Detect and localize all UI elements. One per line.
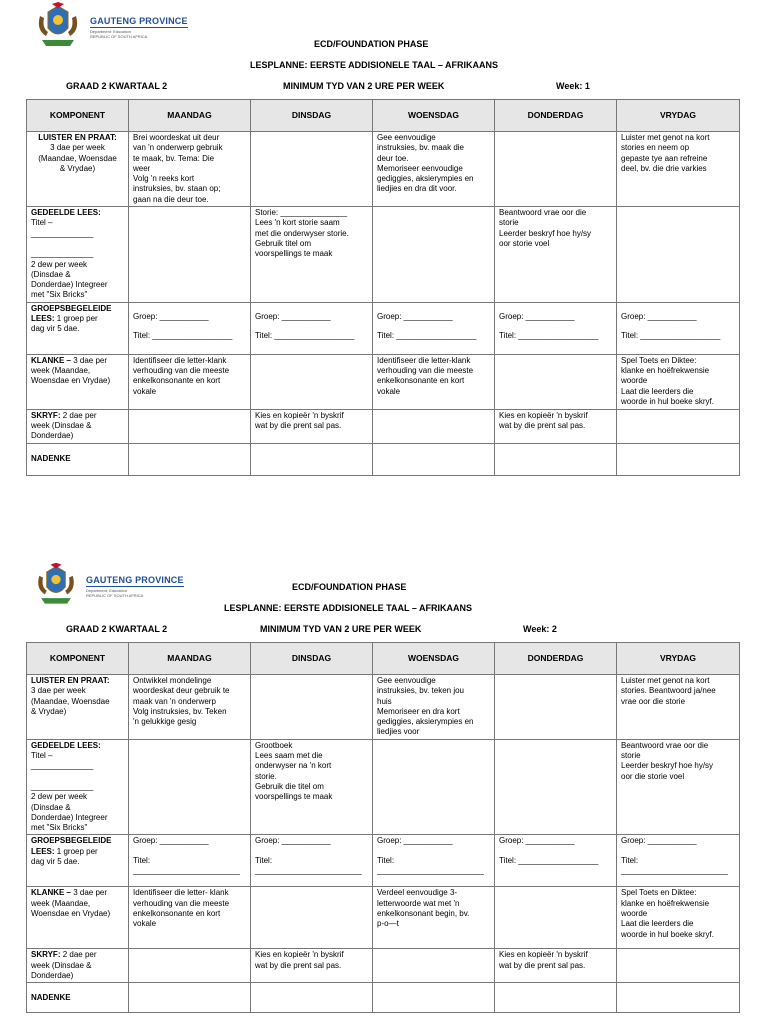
plan-title: LESPLANNE: EERSTE ADDISIONELE TAAL – AFRIKAANS [224, 603, 473, 613]
minimum-time: MINIMUM TYD VAN 2 URE PER WEEK [260, 624, 422, 634]
col-header-donderdag: DONDERDAG [495, 100, 617, 132]
col-header-komponent: KOMPONENT [27, 100, 129, 132]
cell-woensdag: Gee eenvoudige instruksies, bv. maak die deur toe. Memoriseer eenvoudige gediggies, aksierympies en liedjies en dra dit voor. [373, 132, 495, 207]
cell-woensdag: Gee eenvoudige instruksies, bv. teken jou huis Memoriseer en dra kort gediggies, aksierympies en liedjies voor [373, 675, 495, 740]
cell-dinsdag [251, 675, 373, 740]
cell-dinsdag: Kies en kopieër 'n byskrif wat by die prent sal pas. [251, 949, 373, 983]
cell-dinsdag: Storie: _______________ Lees 'n kort storie saam met die onderwyser storie. Gebruik titel om voorspellings te maak [251, 207, 373, 303]
cell-dinsdag [251, 354, 373, 409]
cell-maandag: Brei woordeskat uit deur van 'n onderwerp gebruik te maak, bv. Tema: Die weer Volg 'n reeks kort instruksies, bv. staan op; gaan na die deur toe. [129, 132, 251, 207]
cell-maandag [129, 409, 251, 443]
row-label: NADENKE [27, 443, 129, 475]
col-header-komponent: KOMPONENT [27, 643, 129, 675]
row-label: SKRYF: 2 dae per week (Dinsdae & Donderdae) [27, 409, 129, 443]
week-number: Week: 1 [556, 81, 590, 91]
gauteng-logo [30, 2, 188, 52]
cell-dinsdag [251, 887, 373, 949]
row-gedeelde-lees [27, 739, 740, 835]
col-header-donderdag: DONDERDAG [495, 643, 617, 675]
logo-title: GAUTENG PROVINCE [86, 574, 184, 585]
logo-country: REPUBLIC OF SOUTH AFRICA [86, 592, 144, 598]
cell-donderdag [495, 675, 617, 740]
cell-donderdag: Beantwoord vrae oor die storie Leerder beskryf hoe hy/sy oor storie voel [495, 207, 617, 303]
row-label: LUISTER EN PRAAT: 3 dae per week (Maandae, Woensdae & Vrydae) [27, 132, 129, 207]
row-label: SKRYF: 2 dae per week (Dinsdae & Donderdae) [27, 949, 129, 983]
coat-of-arms-icon [30, 560, 82, 612]
cell-maandag: Identifiseer die letter-klank verhouding van die meeste enkelkonsonante en kort vokale [129, 354, 251, 409]
cell-maandag [129, 443, 251, 475]
gauteng-logo [30, 560, 184, 612]
cell-donderdag [495, 887, 617, 949]
cell-woensdag: Groep: ___________ Titel: __________________ [373, 302, 495, 354]
cell-donderdag [495, 443, 617, 475]
week-number: Week: 2 [523, 624, 557, 634]
cell-maandag: Groep: ___________ Titel: __________________ [129, 302, 251, 354]
row-nadenke [27, 983, 740, 1013]
logo-title: GAUTENG PROVINCE [90, 15, 188, 26]
cell-donderdag: Groep: ___________ Titel: __________________ [495, 302, 617, 354]
col-header-dinsdag: DINSDAG [251, 100, 373, 132]
plan-title: LESPLANNE: EERSTE ADDISIONELE TAAL – AFRIKAANS [250, 60, 499, 70]
cell-vrydag: Luister met genot na kort stories. Beantwoord ja/nee vrae oor die storie [617, 675, 740, 740]
row-label: KLANKE – 3 dae per week (Maandae, Woensdae en Vrydae) [27, 887, 129, 949]
cell-woensdag [373, 443, 495, 475]
cell-woensdag [373, 983, 495, 1013]
cell-vrydag: Luister met genot na kort stories en neem op gepaste tye aan refreine deel, bv. die drie varkies [617, 132, 740, 207]
cell-maandag [129, 207, 251, 303]
cell-donderdag [495, 354, 617, 409]
cell-dinsdag [251, 983, 373, 1013]
row-luister-en-praat [27, 675, 740, 740]
cell-vrydag [617, 443, 740, 475]
cell-woensdag: Identifiseer die letter-klank verhouding van die meeste enkelkonsonante en kort vokale [373, 354, 495, 409]
row-label: LUISTER EN PRAAT: 3 dae per week (Maandae, Woensdae & Vrydae) [27, 675, 129, 740]
cell-vrydag: Beantwoord vrae oor die storie Leerder beskryf hoe hy/sy oor die storie voel [617, 739, 740, 835]
cell-dinsdag [251, 443, 373, 475]
cell-vrydag: Groep: ___________ Titel: ________________________ [617, 835, 740, 887]
cell-maandag [129, 983, 251, 1013]
row-label: GROEPSBEGELEIDE LEES: 1 groep per dag vir 5 dae. [27, 835, 129, 887]
cell-vrydag [617, 949, 740, 983]
row-skryf [27, 949, 740, 983]
cell-woensdag: Verdeel eenvoudige 3- letterwoorde wat met 'n enkelkonsonant begin, bv. p-o—t [373, 887, 495, 949]
cell-woensdag: Groep: ___________ Titel: ________________________ [373, 835, 495, 887]
row-groepsbegeleide-lees [27, 835, 740, 887]
cell-dinsdag: Groep: ___________ Titel: __________________ [251, 302, 373, 354]
col-header-vrydag: VRYDAG [617, 100, 740, 132]
col-header-woensdag: WOENSDAG [373, 643, 495, 675]
phase-heading: ECD/FOUNDATION PHASE [314, 39, 429, 49]
cell-vrydag [617, 409, 740, 443]
cell-vrydag: Spel Toets en Diktee: klanke en hoëfrekwensie woorde Laat die leerders die woorde in hul boeke skryf. [617, 354, 740, 409]
row-label: KLANKE – 3 dae per week (Maandae, Woensdae en Vrydae) [27, 354, 129, 409]
col-header-vrydag: VRYDAG [617, 643, 740, 675]
cell-maandag [129, 739, 251, 835]
cell-vrydag [617, 983, 740, 1013]
logo-dept: Department: Education [86, 587, 127, 593]
row-nadenke [27, 443, 740, 475]
row-luister-en-praat [27, 132, 740, 207]
grade-term: GRAAD 2 KWARTAAL 2 [66, 624, 168, 634]
cell-woensdag [373, 409, 495, 443]
cell-vrydag: Spel Toets en Diktee: klanke en hoëfrekwensie woorde Laat die leerders die woorde in hul boeke skryf. [617, 887, 740, 949]
row-label: GEDEELDE LEES: Titel – ______________ ______________ 2 dew per week (Dinsdae & Donderdae) Integreer met "Six Bricks" [27, 207, 129, 303]
row-label: GROEPSBEGELEIDE LEES: 1 groep per dag vir 5 dae. [27, 302, 129, 354]
coat-of-arms-icon [30, 2, 86, 52]
row-label: GEDEELDE LEES: Titel – ______________ ______________ 2 dew per week (Dinsdae & Donderdae) Integreer met "Six Bricks" [27, 739, 129, 835]
lesson-plan-table [26, 642, 740, 1013]
cell-dinsdag: Kies en kopieër 'n byskrif wat by die prent sal pas. [251, 409, 373, 443]
cell-maandag [129, 949, 251, 983]
cell-maandag: Identifiseer die letter- klank verhouding van die meeste enkelkonsonante en kort vokale [129, 887, 251, 949]
cell-donderdag: Kies en kopieër 'n byskrif wat by die prent sal pas. [495, 409, 617, 443]
phase-heading: ECD/FOUNDATION PHASE [292, 582, 407, 592]
row-skryf [27, 409, 740, 443]
logo-country: REPUBLIC OF SOUTH AFRICA [90, 33, 148, 39]
cell-dinsdag: Grootboek Lees saam met die onderwyser na 'n kort storie. Gebruik die titel om voorspellings te maak [251, 739, 373, 835]
cell-woensdag [373, 949, 495, 983]
cell-donderdag [495, 739, 617, 835]
cell-donderdag: Kies en kopieër 'n byskrif wat by die prent sal pas. [495, 949, 617, 983]
table-header-row [27, 100, 740, 132]
cell-woensdag [373, 207, 495, 303]
row-klanke [27, 354, 740, 409]
col-header-maandag: MAANDAG [129, 643, 251, 675]
row-klanke [27, 887, 740, 949]
table-header-row [27, 643, 740, 675]
col-header-woensdag: WOENSDAG [373, 100, 495, 132]
col-header-dinsdag: DINSDAG [251, 643, 373, 675]
grade-term: GRAAD 2 KWARTAAL 2 [66, 81, 168, 91]
lesson-plan-table [26, 99, 740, 476]
cell-dinsdag: Groep: ___________ Titel: ________________________ [251, 835, 373, 887]
minimum-time: MINIMUM TYD VAN 2 URE PER WEEK [283, 81, 445, 91]
row-gedeelde-lees [27, 207, 740, 303]
col-header-maandag: MAANDAG [129, 100, 251, 132]
cell-donderdag [495, 983, 617, 1013]
cell-donderdag: Groep: ___________ Titel: __________________ [495, 835, 617, 887]
row-label: NADENKE [27, 983, 129, 1013]
cell-donderdag [495, 132, 617, 207]
row-groepsbegeleide-lees [27, 302, 740, 354]
cell-vrydag: Groep: ___________ Titel: __________________ [617, 302, 740, 354]
cell-woensdag [373, 739, 495, 835]
cell-maandag: Ontwikkel mondelinge woordeskat deur gebruik te maak van 'n onderwerp Volg instruksies, bv. Teken 'n gelukkige gesig [129, 675, 251, 740]
logo-dept: Department: Education [90, 28, 131, 34]
cell-dinsdag [251, 132, 373, 207]
cell-vrydag [617, 207, 740, 303]
cell-maandag: Groep: ___________ Titel: ________________________ [129, 835, 251, 887]
